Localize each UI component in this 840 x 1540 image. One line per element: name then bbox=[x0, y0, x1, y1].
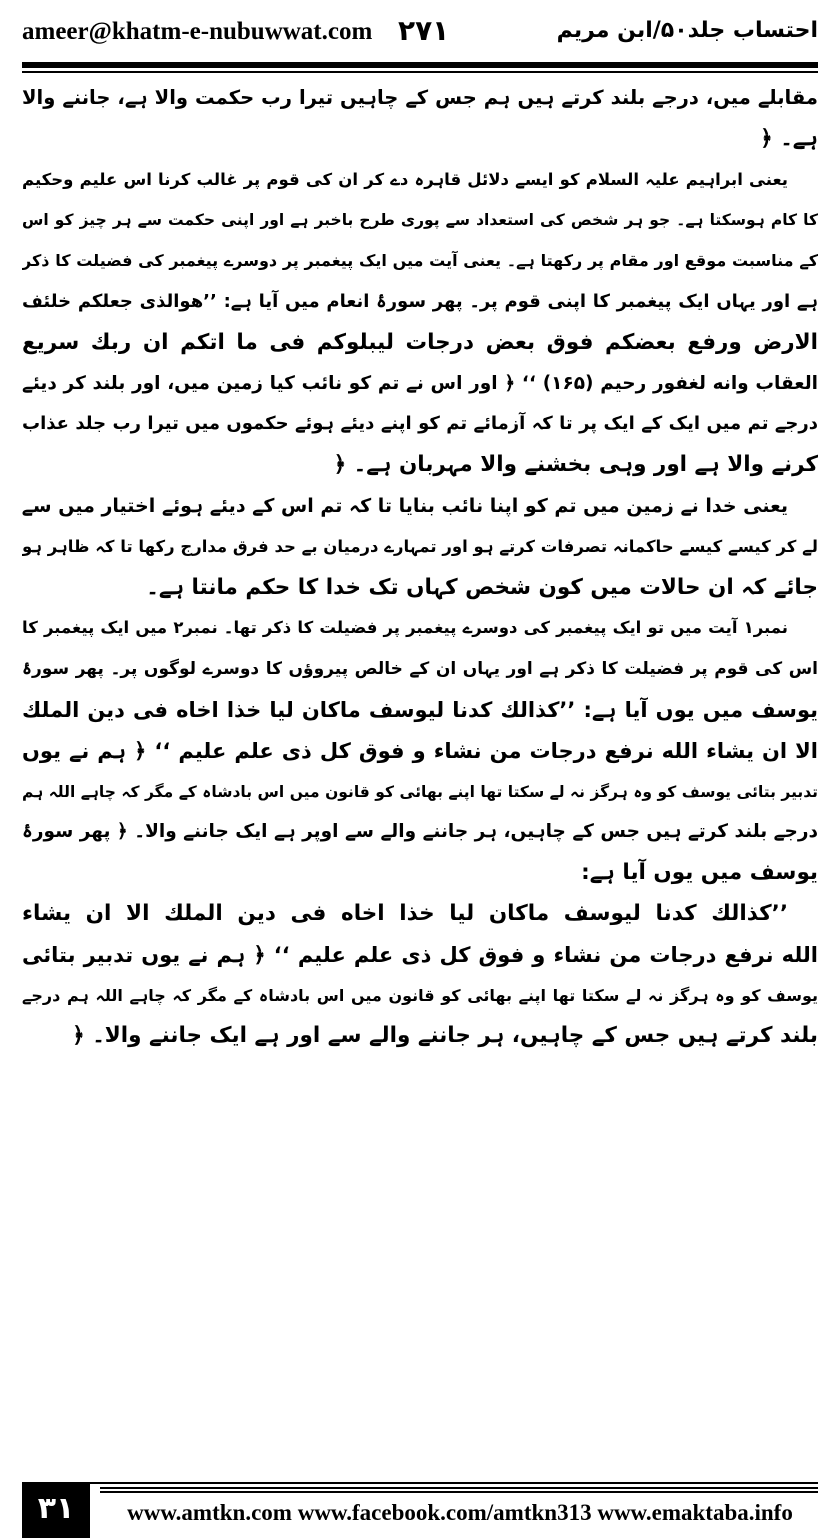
body-line: بلند کرتے ہیں جس کے چاہیں، ہر جاننے والے سے اور ہے ایک جاننے والا۔ ﴿ bbox=[72, 1023, 818, 1049]
footer-links: www.amtkn.com www.facebook.com/amtkn313 www.emaktaba.info bbox=[127, 1500, 793, 1525]
footer-page-number: ۳۱ bbox=[22, 1484, 90, 1538]
body-line: ہے۔ ﴿ bbox=[760, 125, 818, 151]
body-line: الارض ورفع بعضکم فوق بعض درجات لیبلوکم فی ما اتکم ان ربك سریع bbox=[22, 329, 818, 355]
body-line: یوسف میں یوں آیا ہے: bbox=[581, 860, 818, 886]
header-email: ameer@khatm-e-nubuwwat.com bbox=[22, 18, 373, 45]
body-line: یوسف میں یوں آیا ہے: ’’کذالك كدنا ليوسف ماكان ليا خذا اخاه فى دين الملك bbox=[22, 697, 818, 722]
body-line: اس کی قوم پر فضیلت کا ذکر ہے اور یہاں ان کے خالص پیروؤں کا دوسرے لوگوں پر۔ پھر سورۂ bbox=[22, 659, 818, 680]
header-page-number: ۲۷۱ bbox=[398, 14, 450, 47]
body-line: کرنے والا ہے اور وہی بخشنے والا مہربان ہے۔ ﴿ bbox=[333, 452, 818, 478]
body-line: الله نرفع درجات من نشاء و فوق کل ذی علم علیم ‘‘ ﴿ ہم نے یوں تدبیر بتائی bbox=[22, 942, 818, 967]
body-line: الا ان یشاء الله نرفع درجات من نشاء و فوق کل ذی علم علیم ‘‘ ﴿ ہم نے یوں bbox=[22, 738, 818, 763]
header-rule-thin bbox=[22, 71, 818, 73]
body-line: کے مناسبت موقع اور مقام پر رکھتا ہے۔ یعنی آیت میں ایک پیغمبر پر دوسرے پیغمبر کی فضیلت کا ذکر bbox=[22, 251, 818, 271]
header-title: احتساب جلد۵۰/ابن مریم bbox=[556, 18, 818, 43]
body-line: درجے بلند کرتے ہیں جس کے چاہیں، ہر جاننے والے سے اوپر ہے ایک جاننے والا۔ ﴿ پھر سورۂ bbox=[22, 821, 818, 843]
body-line: تدبیر بتائی یوسف کو وہ ہرگز نہ لے سکتا تھا اپنے بھائی کو قانون میں اس بادشاہ کے مگر کہ چاہے اللہ ہم bbox=[22, 782, 818, 801]
footer-rule bbox=[100, 1491, 818, 1493]
body-line: کا کام ہوسکتا ہے۔ جو ہر شخص کی استعداد سے پوری طرح باخبر ہے اور اپنی حکمت سے ہر چیز کو اس bbox=[22, 211, 818, 230]
body-line: ہے اور یہاں ایک پیغمبر کا اپنی قوم پر۔ پھر سورۂ انعام میں آیا ہے: ’’ھوالذی جعلکم خلئف bbox=[22, 290, 818, 312]
body-line: مقابلے میں، درجے بلند کرتے ہیں ہم جس کے چاہیں تیرا رب حکمت والا ہے، جاننے والا bbox=[22, 86, 818, 109]
page-header bbox=[22, 14, 818, 56]
header-rule-thick bbox=[22, 62, 818, 68]
page-body bbox=[22, 78, 818, 1468]
body-line: یعنی ابراہیم علیہ السلام کو ایسے دلائل قاہرہ دے کر ان کی قوم پر غالب کرنا اس علیم وحکیم bbox=[22, 169, 788, 189]
body-line: ’’کذالك كدنا ليوسف ماكان ليا خذا اخاه فى دين الملك الا ان یشاء bbox=[22, 900, 788, 926]
body-line: یعنی خدا نے زمین میں تم کو اپنا نائب بنایا تا کہ تم اس کے دیئے ہوئے اختیار میں سے bbox=[22, 494, 788, 517]
body-line: لے کر کیسے کیسے حاکمانہ تصرفات کرتے ہو اور تمہارے درمیان بے حد فرق مدارج رکھا تا کہ ظاہر ہو bbox=[22, 536, 818, 556]
body-line: العقاب وانه لغفور رحیم (۱۶۵) ‘‘ ﴿ اور اس نے تم کو نائب کیا زمین میں، اور بلند کر دیئے bbox=[22, 372, 818, 394]
footer-rule bbox=[22, 1482, 818, 1484]
footer-rule bbox=[100, 1487, 818, 1489]
body-line: درجے تم میں ایک کے ایک پر تا کہ آزمائے تم کو اپنے دیئے ہوئے حکموں میں تیرا رب جلد عذاب bbox=[22, 413, 818, 435]
body-line: جائے کہ ان حالات میں کون شخص کہاں تک خدا کا حکم مانتا ہے۔ bbox=[146, 574, 818, 600]
body-line: نمبر۱ آیت میں تو ایک پیغمبر کی دوسرے پیغمبر پر فضیلت کا ذکر تھا۔ نمبر۲ میں ایک پیغمبر کا bbox=[22, 618, 788, 638]
body-line: یوسف کو وہ ہرگز نہ لے سکتا تھا اپنے بھائی کو قانون میں اس بادشاہ کے مگر کہ چاہے اللہ ہم درجے bbox=[22, 985, 818, 1005]
